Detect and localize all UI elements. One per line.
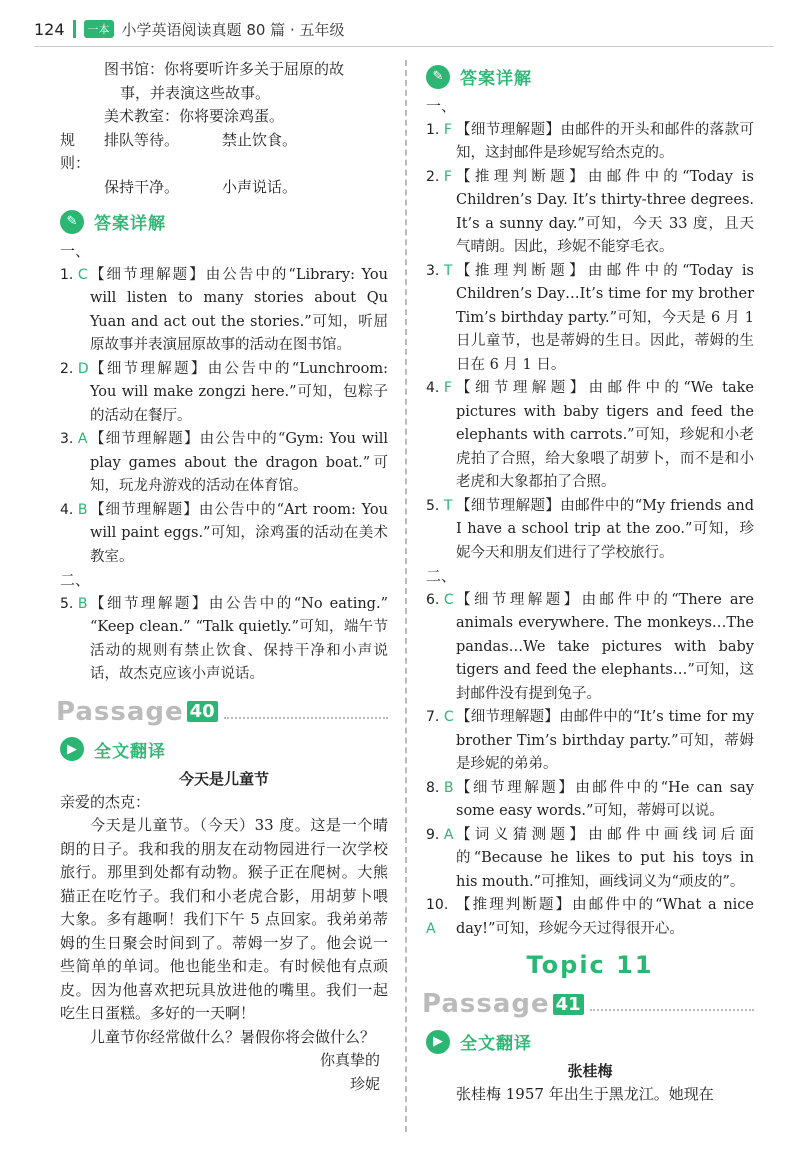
answer-key: A (443, 826, 454, 843)
answer-explanation: 【细节理解题】由公告中的“Library: You will listen to many stories about Qu Yuan and act out the stories.”可知，听屈原故事并表演屈原故事的活动在图书馆。 (90, 266, 388, 353)
answer-index: 5. (60, 595, 74, 612)
answer-item (426, 377, 754, 495)
answers-section-heading (60, 209, 388, 234)
answer-key: D (77, 360, 89, 377)
section-two-label: 二、 (426, 567, 457, 585)
answer-item (426, 589, 754, 707)
answer-item (426, 260, 754, 378)
passage-40-banner (56, 697, 388, 727)
header-divider (73, 20, 76, 38)
answer-index: 3. (426, 262, 440, 279)
answer-number (426, 260, 456, 378)
answer-explanation: 【细节理解题】由邮件的开头和邮件的落款可知，这封邮件是珍妮写给杰克的。 (456, 121, 754, 161)
series-logo: 一本 (84, 20, 114, 38)
answer-item (60, 264, 388, 358)
answer-item (426, 777, 754, 824)
right-answer-list (426, 119, 754, 566)
page-number: 124 (34, 19, 65, 39)
answer-explanation: 【细节理解题】由公告中的“No eating.” “Keep clean.” “Talk quietly.”可知，端午节活动的规则有禁止饮食、保持干净和小声说话，故杰克应该小声说话。 (90, 595, 388, 682)
right-column (422, 58, 754, 1107)
answer-number (60, 358, 90, 429)
answer-number (426, 119, 456, 166)
answer-index: 6. (426, 591, 440, 608)
answers-title: 答案详解 (460, 69, 532, 89)
rule-item: 排队等待。 (104, 130, 180, 149)
left-answer-list (60, 264, 388, 570)
answer-key: B (77, 595, 88, 612)
answer-key: A (77, 431, 88, 447)
answer-key: B (77, 501, 88, 518)
letter-title: 今天是儿童节 (178, 769, 269, 788)
answer-item (426, 166, 754, 260)
pencil-icon: ✎ (60, 210, 84, 234)
answer-item (60, 358, 388, 429)
topic-heading: Topic 11 (526, 951, 654, 979)
answer-index: 3. (60, 431, 74, 447)
answer-key: C (443, 709, 454, 725)
answers-section-heading-right (426, 64, 754, 89)
answer-explanation: 【细节理解题】由邮件中的“We take pictures with baby tigers and feed the elephants with carrots.”可知，珍妮和小老虎拍了合照，给大象喂了胡萝卜，而不是和小老虎和大象都拍了合照。 (456, 380, 754, 490)
answer-explanation: 【细节理解题】由公告中的“Art room: You will paint eggs.”可知，涂鸡蛋的活动在美术教室。 (90, 501, 388, 565)
bio-title: 张桂梅 (567, 1062, 613, 1080)
answer-explanation: 【推理判断题】由邮件中的“What a nice day!”可知，珍妮今天过得很开心。 (456, 897, 754, 937)
book-title: 小学英语阅读真题 80 篇 · 五年级 (121, 20, 345, 39)
rules-label: 规则： (60, 130, 91, 172)
answer-explanation: 【推理判断题】由邮件中的“Today is Children’s Day. It’s thirty-three degrees. It’s a sunny day.”可知，今天 33 度，且天气晴朗。因此，珍妮不能穿毛衣。 (456, 168, 754, 255)
library-line-1: 图书馆：你将要听许多关于屈原的故 (104, 60, 345, 78)
answer-explanation: 【细节理解题】由邮件中的“There are animals everywhere. The monkeys…The pandas…We take pictures with baby tigers and feed the elephants…”可知，这封邮件没有提到兔子。 (456, 591, 754, 702)
answer-key: A (426, 920, 436, 937)
answer-index: 4. (426, 380, 440, 396)
passage-word: Passage (56, 696, 184, 727)
answer-item (426, 894, 754, 941)
answer-number (60, 428, 90, 499)
answer-index: 2. (426, 168, 440, 185)
answer-key: F (443, 168, 452, 185)
left-column (56, 58, 388, 1096)
answer-number (426, 166, 456, 260)
page-header (34, 14, 774, 44)
letter-greeting: 亲爱的杰克： (60, 792, 151, 811)
dotted-rule (224, 705, 388, 719)
answer-explanation: 【细节理解题】由邮件中的“He can say some easy words.”可知，蒂姆可以说。 (456, 779, 754, 819)
header-rule (34, 46, 774, 47)
rule-item: 保持干净。 (104, 177, 180, 196)
answer-index: 9. (426, 826, 440, 843)
art-room-line: 美术教室：你将要涂鸡蛋。 (104, 107, 285, 125)
answer-key: F (443, 121, 452, 138)
left-answer-list-2 (60, 593, 388, 687)
answer-key: T (443, 262, 453, 279)
passage-number: 41 (553, 994, 584, 1015)
answer-item (426, 706, 754, 777)
section-one-label: 一、 (426, 97, 457, 115)
answer-index: 5. (426, 497, 440, 514)
answer-index: 1. (426, 121, 440, 138)
answer-key: F (443, 380, 452, 396)
rules-row-2 (60, 176, 388, 200)
answer-index: 4. (60, 501, 74, 518)
answer-explanation: 【细节理解题】由邮件中的“It’s time for my brother Tim’s birthday party.”可知，蒂姆是珍妮的弟弟。 (456, 709, 754, 772)
letter-signature: 珍妮 (349, 1074, 380, 1093)
answer-key: C (443, 591, 454, 608)
answer-index: 10. (426, 897, 449, 913)
answer-index: 2. (60, 360, 74, 377)
section-one-label: 一、 (60, 242, 91, 260)
answer-index: 1. (60, 266, 74, 283)
dotted-rule (590, 997, 754, 1011)
passage-number: 40 (187, 701, 218, 722)
answer-key: C (77, 266, 88, 283)
answer-explanation: 【细节理解题】由邮件中的“My friends and I have a school trip at the zoo.”可知，珍妮今天和朋友们进行了学校旅行。 (456, 497, 754, 561)
passage-41-banner (422, 989, 754, 1019)
bio-first-line: 张桂梅 1957 年出生于黑龙江。她现在 (456, 1085, 714, 1103)
answer-item (60, 499, 388, 570)
answer-item (60, 593, 388, 687)
pencil-icon: ✎ (426, 65, 450, 89)
answer-number (426, 377, 456, 495)
play-icon: ▶ (426, 1030, 450, 1054)
play-icon: ▶ (60, 737, 84, 761)
answer-number (426, 495, 456, 566)
answer-index: 8. (426, 779, 440, 796)
answer-number (60, 264, 90, 358)
answer-number (426, 777, 456, 824)
letter-paragraph-1: 今天是儿童节。（今天）33 度。这是一个晴朗的日子。我和我的朋友在动物园进行一次学校旅行。那里到处都有动物。猴子正在爬树。大熊猫正在吃竹子。我们和小老虎合影，用胡萝卜喂大象。多有趣啊！我们下午 5 点回家。我弟弟蒂姆的生日聚会时间到了。蒂姆一岁了。他会说一些简单的单词。他也能坐和走。有时候他有点顽皮。因为他喜欢把玩具放进他的嘴里。我们一起吃生日蛋糕。多好的一天啊！ (60, 816, 388, 1022)
translation-title: 全文翻译 (94, 741, 166, 762)
answer-explanation: 【推理判断题】由邮件中的“Today is Children’s Day…It’s time for my brother Tim’s birthday party.”可知，今天是 6 月 1 日儿童节，也是蒂姆的生日。因此，蒂姆的生日在 6 月 1 日。 (456, 262, 754, 373)
answer-explanation: 【词义猜测题】由邮件中画线词后面的“Because he likes to put his toys in his mouth.”可推知，画线词义为“顽皮的”。 (456, 826, 754, 890)
rules-row-1 (60, 129, 388, 176)
answer-explanation: 【细节理解题】由公告中的“Gym: You will play games about the dragon boat.”可知，玩龙舟游戏的活动在体育馆。 (90, 431, 388, 494)
answers-title: 答案详解 (94, 214, 166, 234)
answer-number (60, 593, 90, 687)
answer-item (426, 119, 754, 166)
answer-item (426, 824, 754, 895)
answer-number (426, 589, 456, 707)
answer-number (60, 499, 90, 570)
column-divider (405, 60, 407, 1132)
passage-word: Passage (422, 989, 550, 1019)
letter-closing: 你真挚的 (319, 1051, 380, 1069)
right-answer-list-2 (426, 589, 754, 942)
answer-number (426, 894, 456, 941)
answer-item (426, 495, 754, 566)
answer-number (426, 824, 456, 895)
answer-key: B (443, 779, 454, 796)
answer-number (426, 706, 456, 777)
answer-key: T (443, 497, 453, 514)
answer-explanation: 【细节理解题】由公告中的“Lunchroom: You will make zongzi here.”可知，包粽子的活动在餐厅。 (90, 360, 388, 424)
rule-item: 小声说话。 (222, 177, 298, 196)
letter-paragraph-2: 儿童节你经常做什么？暑假你将会做什么？ (90, 1027, 376, 1046)
answer-item (60, 428, 388, 499)
translation-heading (60, 737, 388, 762)
section-two-label: 二、 (60, 571, 91, 589)
answer-index: 7. (426, 709, 440, 725)
rule-item: 禁止饮食。 (222, 130, 298, 149)
translation-title: 全文翻译 (460, 1034, 532, 1054)
translation-heading-right (426, 1029, 754, 1054)
library-line-2: 事，并表演这些故事。 (120, 83, 271, 102)
